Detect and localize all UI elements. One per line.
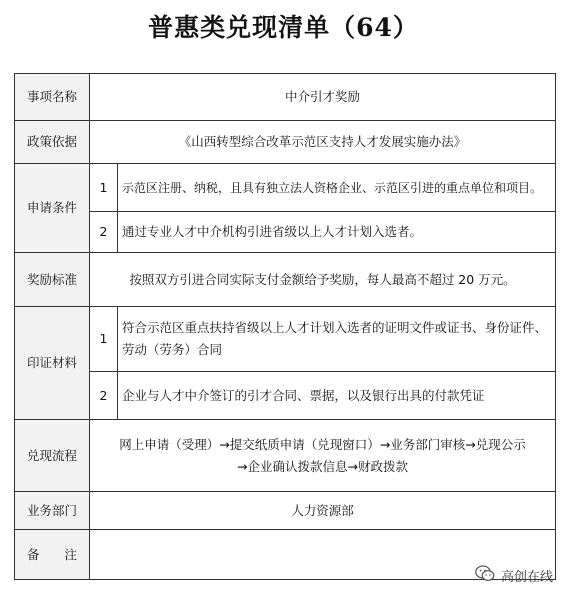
page-title: 普惠类兑现清单（64） <box>148 13 419 42</box>
remark-label: 备 注 <box>15 530 89 579</box>
material-2-text: 企业与人才中介签订的引才合同、票据，以及银行出具的付款凭证 <box>122 387 485 403</box>
reward-label: 奖励标准 <box>15 253 89 306</box>
wechat-icon <box>475 565 501 586</box>
material-2-number: 2 <box>99 387 108 403</box>
watermark <box>475 565 553 586</box>
condition-1-text: 示范区注册、纳税，且具有独立法人资格企业、示范区引进的重点单位和项目。 <box>122 180 543 195</box>
policy-label: 政策依据 <box>15 121 89 163</box>
item-name-value: 中介引才奖励 <box>284 89 360 104</box>
reward-value: 按照双方引进合同实际支付金额给予奖励，每人最高不超过 20 万元。 <box>129 271 516 287</box>
item-name-label: 事项名称 <box>15 74 89 120</box>
department-value: 人力资源部 <box>291 502 354 518</box>
process-line-1: 网上申请（受理）→提交纸质申请（兑现窗口）→业务部门审核→兑现公示 <box>119 436 526 452</box>
conditions-label: 申请条件 <box>15 164 89 252</box>
material-1-text: 符合示范区重点扶持省级以上人才计划入选者的证明文件或证书、身份证件、劳动（劳务）合同 <box>122 320 548 357</box>
watermark-text: 高创在线 <box>500 570 553 585</box>
process-line-2: →企业确认拨款信息→财政拨款 <box>237 458 408 474</box>
materials-label: 印证材料 <box>15 307 89 419</box>
department-label: 业务部门 <box>15 492 89 529</box>
process-label: 兑现流程 <box>15 420 89 491</box>
material-1-number: 1 <box>99 331 108 346</box>
condition-2-number: 2 <box>99 224 108 239</box>
policy-table <box>14 73 556 580</box>
condition-1-number: 1 <box>99 179 108 195</box>
condition-2-text: 通过专业人才中介机构引进省级以上人才计划入选者。 <box>122 224 423 239</box>
process-value <box>90 420 555 491</box>
policy-value: 《山西转型综合改革示范区支持人才发展实施办法》 <box>178 134 467 149</box>
